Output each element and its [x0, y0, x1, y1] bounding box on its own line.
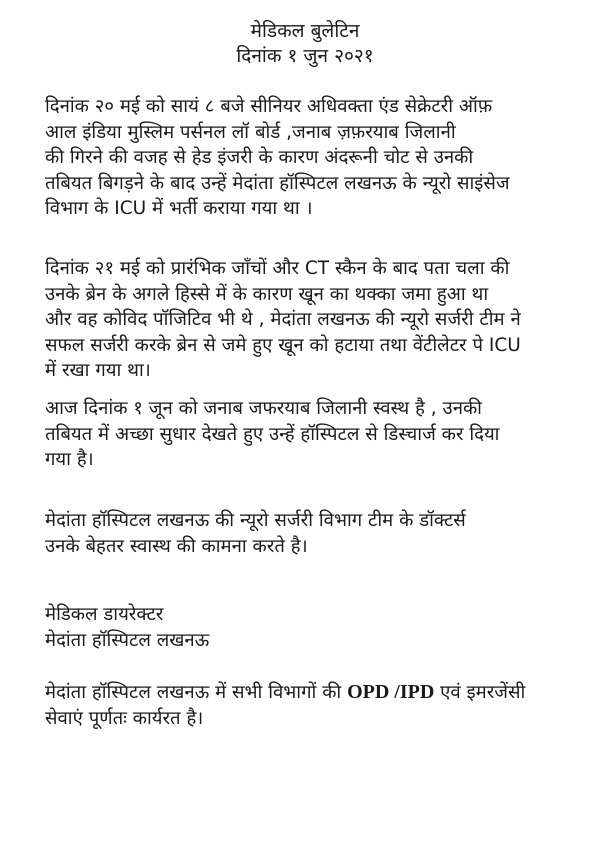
paragraph-line: उनके ब्रेन के अगले हिस्से में के कारण खून का थक्का जमा हुआ था — [45, 283, 489, 305]
paragraph-line: तबियत बिगड़ने के बाद उन्हें मेदांता हॉस्पिटल लखनऊ के न्यूरो साइंसेज — [45, 172, 510, 194]
document-date: दिनांक १ जुन २०२१ — [236, 45, 374, 67]
signature-block — [45, 602, 605, 653]
paragraph-line: दिनांक २० मई को सायं ८ बजे सीनियर अधिवक्ता एंड सेक्रेटरी ऑफ़ — [45, 96, 493, 117]
notice-text: मेदांता हॉस्पिटल लखनऊ में सभी विभागों की — [45, 682, 348, 703]
paragraph-line: और वह कोविद पॉजिटिव भी थे , मेदांता लखनऊ की न्यूरो सर्जरी टीम ने — [45, 309, 521, 330]
paragraph-line: उनके बेहतर स्वास्थ की कामना करते है। — [45, 535, 308, 557]
paragraph-admission — [45, 94, 605, 222]
paragraph-line: मेदांता हॉस्पिटल लखनऊ की न्यूरो सर्जरी विभाग टीम के डॉक्टर्स — [45, 510, 466, 531]
paragraph-line: दिनांक २१ मई को प्रारंभिक जाँचों और CT स्कैन के बाद पता चला की — [45, 258, 510, 279]
signature-organization: मेदांता हॉस्पिटल लखनऊ — [45, 629, 210, 651]
paragraph-line: में रखा गया था। — [45, 360, 151, 381]
paragraph-discharge — [45, 396, 605, 473]
paragraph-line: की गिरने की वजह से हेड इंजरी के कारण अंदरूनी चोट से उनकी — [45, 147, 474, 168]
services-notice — [45, 680, 605, 731]
paragraph-line: विभाग के ICU में भर्ती कराया गया था । — [45, 198, 313, 219]
paragraph-line: आज दिनांक १ जून को जनाब जफरयाब जिलानी स्वस्थ है , उनकी — [45, 398, 482, 419]
opd-ipd-label: OPD /IPD — [347, 681, 435, 703]
paragraph-line: सफल सर्जरी करके ब्रेन से जमे हुए खून को हटाया तथा वेंटीलेटर पे ICU — [45, 334, 521, 356]
document-title: मेडिकल बुलेटिन — [250, 20, 360, 42]
notice-line-1 — [45, 680, 605, 706]
notice-line-2: सेवाएं पूर्णतः कार्यरत है। — [45, 707, 204, 729]
paragraph-line: गया है। — [45, 449, 94, 470]
signature-designation: मेडिकल डायरेक्टर — [45, 604, 164, 625]
paragraph-line: तबियत में अच्छा सुधार देखते हुए उन्हें हॉस्पिटल से डिस्चार्ज कर दिया — [45, 423, 500, 445]
paragraph-surgery — [45, 256, 605, 384]
paragraph-line: आल इंडिया मुस्लिम पर्सनल लॉ बोर्ड ,जनाब ज़फ़रयाब जिलानी — [45, 121, 456, 143]
paragraph-wishes — [45, 508, 605, 559]
notice-text: एवं इमरजेंसी — [434, 682, 526, 703]
